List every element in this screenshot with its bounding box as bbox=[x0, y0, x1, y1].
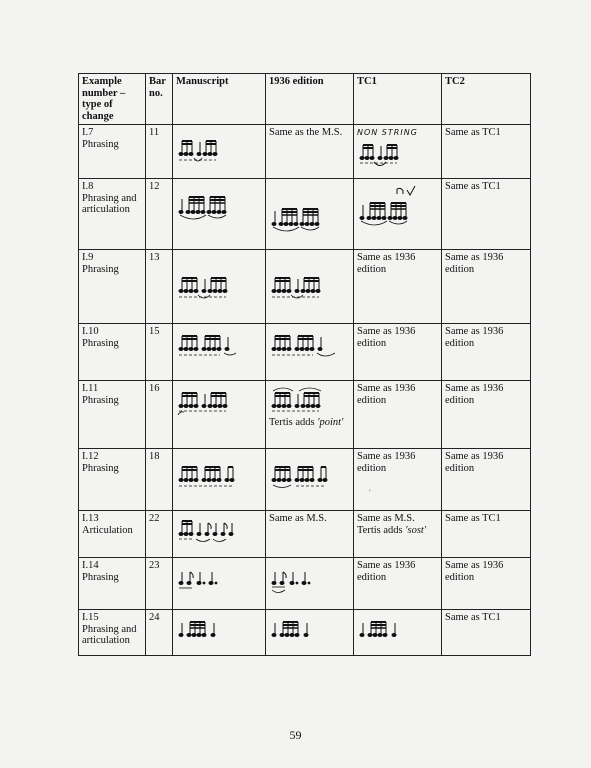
tc1-text: Same as 1936 edition bbox=[357, 451, 416, 474]
manuscript-cell bbox=[173, 250, 266, 324]
edition-1936-cell bbox=[266, 610, 354, 656]
music-notation-icon bbox=[357, 141, 438, 169]
example-cell bbox=[79, 449, 146, 511]
note-prefix: Tertis adds bbox=[269, 417, 318, 428]
header-example: Example number – type of change bbox=[79, 74, 146, 125]
tc1-cell: Same as 1936 edition bbox=[354, 381, 442, 449]
example-cell bbox=[79, 179, 146, 250]
change-type: Phrasing bbox=[82, 394, 119, 406]
manuscript-cell bbox=[173, 610, 266, 656]
tc1-cell: Same as 1936 edition bbox=[354, 558, 442, 610]
music-notation-icon bbox=[269, 566, 350, 596]
tc1-cell bbox=[354, 125, 442, 179]
bar-cell: 24 bbox=[146, 610, 173, 656]
header-1936-edition: 1936 edition bbox=[266, 74, 354, 125]
change-type: Phrasing bbox=[82, 337, 119, 349]
edition-1936-cell bbox=[266, 558, 354, 610]
table-header-row bbox=[79, 74, 531, 125]
header-manuscript: Manuscript bbox=[173, 74, 266, 125]
tc2-cell: Same as 1936 edition bbox=[442, 250, 531, 324]
table-row bbox=[79, 381, 531, 449]
tc1-cell bbox=[354, 179, 442, 250]
table-row bbox=[79, 511, 531, 558]
music-notation-icon bbox=[176, 389, 262, 417]
example-number: I.9 bbox=[82, 252, 94, 263]
header-bar: Bar no. bbox=[146, 74, 173, 125]
edition-1936-cell: Same as the M.S. bbox=[266, 125, 354, 179]
example-number: I.12 bbox=[82, 451, 99, 462]
change-type: Phrasing bbox=[82, 263, 119, 275]
comparison-table bbox=[78, 73, 531, 656]
music-notation-icon bbox=[269, 274, 350, 302]
manuscript-cell bbox=[173, 449, 266, 511]
note-term: 'sost' bbox=[405, 524, 427, 536]
change-type: Phrasing bbox=[82, 571, 119, 583]
example-cell bbox=[79, 558, 146, 610]
bar-cell: 23 bbox=[146, 558, 173, 610]
tc2-cell: Same as TC1 bbox=[442, 511, 531, 558]
music-notation-icon bbox=[176, 274, 262, 302]
tc1-cell bbox=[354, 511, 442, 558]
music-notation-icon bbox=[176, 566, 262, 594]
tc1-cell: Same as 1936 edition bbox=[354, 324, 442, 381]
tc2-cell: Same as 1936 edition bbox=[442, 324, 531, 381]
edition-1936-cell bbox=[266, 449, 354, 511]
example-number: I.13 bbox=[82, 513, 99, 524]
page-number: 59 bbox=[289, 728, 302, 742]
music-notation-icon bbox=[269, 463, 350, 491]
change-type: Phrasing bbox=[82, 462, 119, 474]
change-type: Phrasing and articulation bbox=[82, 192, 137, 215]
example-number: I.11 bbox=[82, 383, 99, 394]
example-number: I.7 bbox=[82, 127, 94, 138]
tc1-text: Same as M.S. bbox=[357, 513, 415, 524]
edition-1936-cell bbox=[266, 250, 354, 324]
table-row bbox=[79, 125, 531, 179]
tc2-cell: Same as TC1 bbox=[442, 610, 531, 656]
change-type: Phrasing and articulation bbox=[82, 623, 137, 646]
music-notation-icon bbox=[269, 618, 350, 642]
example-number: I.8 bbox=[82, 181, 94, 192]
tc1-cell bbox=[354, 449, 442, 511]
edition-1936-cell bbox=[266, 179, 354, 250]
bar-cell: 15 bbox=[146, 324, 173, 381]
bar-cell: 18 bbox=[146, 449, 173, 511]
manuscript-cell bbox=[173, 324, 266, 381]
music-notation-icon bbox=[357, 618, 438, 642]
tc2-cell: Same as 1936 edition bbox=[442, 558, 531, 610]
music-notation-icon bbox=[357, 185, 438, 231]
manuscript-cell bbox=[173, 179, 266, 250]
bar-cell: 22 bbox=[146, 511, 173, 558]
table-row bbox=[79, 558, 531, 610]
manuscript-cell bbox=[173, 558, 266, 610]
music-notation-icon bbox=[176, 618, 262, 642]
header-tc1: TC1 bbox=[354, 74, 442, 125]
tc1-cell bbox=[354, 610, 442, 656]
note-prefix: Tertis adds bbox=[357, 524, 406, 536]
music-notation-icon bbox=[176, 332, 262, 360]
change-type: Articulation bbox=[82, 524, 133, 536]
music-notation-icon bbox=[269, 332, 350, 360]
tc2-cell: Same as 1936 edition bbox=[442, 381, 531, 449]
example-number: I.10 bbox=[82, 326, 99, 337]
edition-1936-cell bbox=[266, 324, 354, 381]
bar-cell: 16 bbox=[146, 381, 173, 449]
table-row bbox=[79, 324, 531, 381]
example-cell bbox=[79, 381, 146, 449]
edition-1936-cell: Same as M.S. bbox=[266, 511, 354, 558]
example-number: I.14 bbox=[82, 560, 99, 571]
manuscript-cell bbox=[173, 381, 266, 449]
note-term: 'point' bbox=[317, 417, 344, 428]
music-notation-icon bbox=[269, 385, 350, 415]
example-cell bbox=[79, 610, 146, 656]
music-notation-icon bbox=[176, 517, 262, 547]
table-row bbox=[79, 179, 531, 250]
tc1-cell: Same as 1936 edition bbox=[354, 250, 442, 324]
bar-cell: 13 bbox=[146, 250, 173, 324]
bar-cell: 11 bbox=[146, 125, 173, 179]
tc2-cell: Same as TC1 bbox=[442, 179, 531, 250]
table-row bbox=[79, 449, 531, 511]
music-notation-icon bbox=[176, 463, 262, 491]
music-notation-icon bbox=[176, 137, 262, 165]
pencil-mark-icon: ′ bbox=[369, 488, 371, 497]
tc2-cell: Same as TC1 bbox=[442, 125, 531, 179]
example-cell bbox=[79, 511, 146, 558]
table-row bbox=[79, 250, 531, 324]
table-row bbox=[79, 610, 531, 656]
music-notation-icon bbox=[176, 191, 262, 225]
handwritten-annotation: NON STRING bbox=[357, 128, 418, 137]
header-tc2: TC2 bbox=[442, 74, 531, 125]
edition-note bbox=[269, 417, 350, 429]
change-type: Phrasing bbox=[82, 138, 119, 150]
example-cell bbox=[79, 250, 146, 324]
music-notation-icon bbox=[269, 203, 350, 237]
example-number: I.15 bbox=[82, 612, 99, 623]
tc2-cell: Same as 1936 edition bbox=[442, 449, 531, 511]
example-cell bbox=[79, 324, 146, 381]
manuscript-cell bbox=[173, 125, 266, 179]
example-cell bbox=[79, 125, 146, 179]
edition-1936-cell bbox=[266, 381, 354, 449]
bar-cell: 12 bbox=[146, 179, 173, 250]
manuscript-cell bbox=[173, 511, 266, 558]
